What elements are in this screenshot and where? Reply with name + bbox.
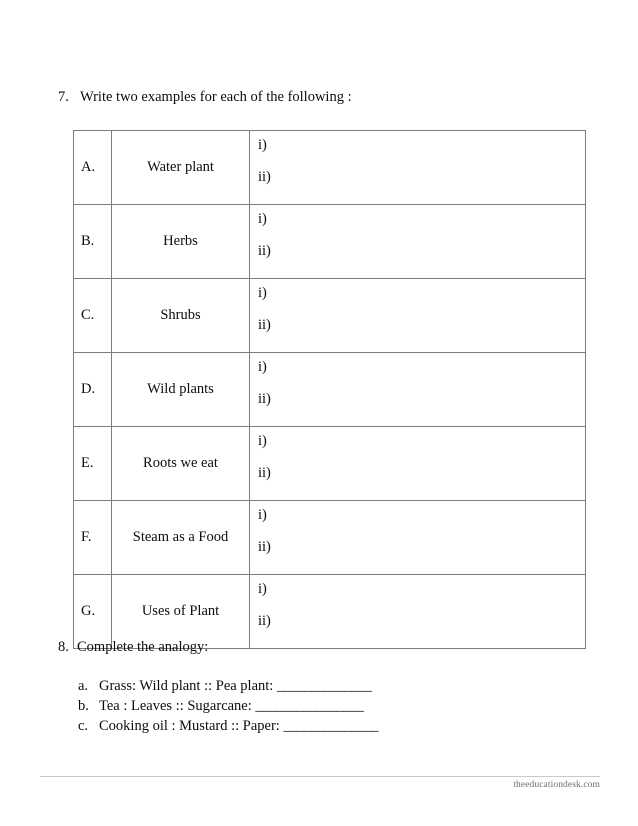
examples-table (73, 130, 586, 649)
row-answer-cell[interactable] (250, 501, 586, 575)
answer-line-ii: ii) (258, 317, 271, 333)
footer-divider (40, 776, 600, 777)
row-letter: G. (74, 575, 112, 649)
row-letter: C. (74, 279, 112, 353)
list-item-marker: a. (78, 678, 89, 694)
row-letter: A. (74, 131, 112, 205)
question-7-number: 7. (58, 89, 69, 105)
answer-line-i: i) (258, 359, 267, 375)
table-row (74, 131, 586, 205)
answer-line-ii: ii) (258, 539, 271, 555)
row-label: Water plant (112, 131, 250, 205)
row-letter: B. (74, 205, 112, 279)
row-answer-cell[interactable] (250, 353, 586, 427)
examples-table-body (74, 131, 586, 649)
answer-line-ii: ii) (258, 465, 271, 481)
answer-line-ii: ii) (258, 391, 271, 407)
answer-line-i: i) (258, 285, 267, 301)
row-label: Herbs (112, 205, 250, 279)
row-label: Shrubs (112, 279, 250, 353)
answer-line-ii: ii) (258, 613, 271, 629)
row-answer-cell[interactable] (250, 131, 586, 205)
row-label: Wild plants (112, 353, 250, 427)
answer-line-i: i) (258, 581, 267, 597)
list-item (78, 676, 378, 696)
answer-blank[interactable]: ______________ (283, 718, 378, 734)
table-row (74, 427, 586, 501)
footer-site-label: theeducationdesk.com (513, 780, 600, 790)
row-answer-cell[interactable] (250, 205, 586, 279)
question-8-heading (58, 638, 208, 656)
list-item-marker: c. (78, 718, 89, 734)
row-label: Roots we eat (112, 427, 250, 501)
table-row (74, 353, 586, 427)
row-label: Uses of Plant (112, 575, 250, 649)
answer-line-i: i) (258, 137, 267, 153)
answer-line-i: i) (258, 211, 267, 227)
list-item-text: Cooking oil : Mustard :: Paper: (99, 718, 280, 734)
row-answer-cell[interactable] (250, 427, 586, 501)
analogy-list (78, 676, 378, 736)
question-7-text: Write two examples for each of the following : (80, 89, 352, 105)
answer-line-ii: ii) (258, 169, 271, 185)
answer-blank[interactable]: ______________ (276, 678, 372, 694)
list-item-text: Grass: Wild plant :: Pea plant: (99, 678, 274, 694)
row-answer-cell[interactable] (250, 279, 586, 353)
table-row (74, 501, 586, 575)
answer-line-i: i) (258, 507, 267, 523)
list-item (78, 696, 378, 716)
list-item-marker: b. (78, 698, 89, 714)
table-row (74, 279, 586, 353)
question-8-text: Complete the analogy: (77, 639, 209, 655)
list-item-text: Tea : Leaves :: Sugarcane: (99, 698, 252, 714)
answer-line-i: i) (258, 433, 267, 449)
row-answer-cell[interactable] (250, 575, 586, 649)
row-label: Steam as a Food (112, 501, 250, 575)
row-letter: F. (74, 501, 112, 575)
row-letter: E. (74, 427, 112, 501)
list-item (78, 716, 378, 736)
answer-blank[interactable]: ________________ (255, 698, 364, 714)
question-8-number: 8. (58, 639, 69, 655)
table-row (74, 205, 586, 279)
row-letter: D. (74, 353, 112, 427)
answer-line-ii: ii) (258, 243, 271, 259)
question-7-heading (58, 88, 352, 106)
